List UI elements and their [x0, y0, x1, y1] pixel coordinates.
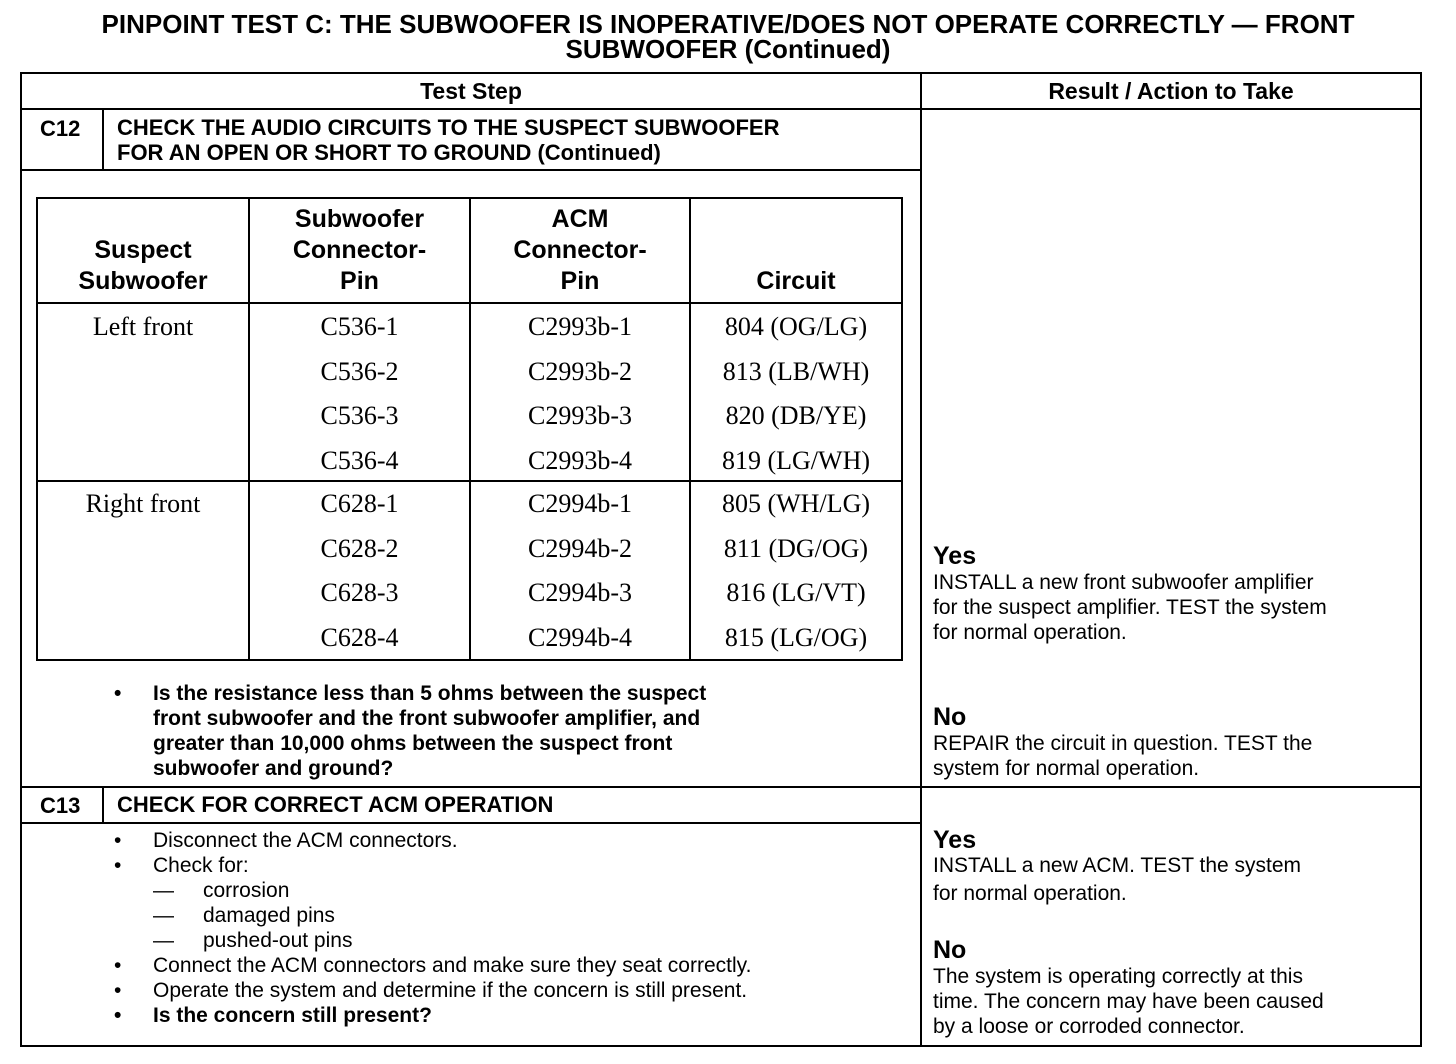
cell-acm-pin: C2994b-1: [528, 489, 632, 518]
bullet-icon: •: [114, 979, 122, 1002]
c12-id-divider: [102, 108, 104, 170]
cell-subwoofer-pin: C536-2: [320, 356, 399, 386]
col-acm-line2: Connector-: [513, 236, 647, 264]
cell-circuit: 820 (DB/YE): [725, 401, 867, 430]
cell-acm-pin: C2993b-1: [528, 312, 632, 341]
cell-acm-pin: C2993b-3: [528, 401, 632, 430]
c12-question-line4: subwoofer and ground?: [153, 757, 394, 780]
c13-sub-corrosion: corrosion: [203, 879, 290, 902]
c12-no-text: [933, 731, 1312, 781]
cell-circuit: 815 (LG/OG): [724, 622, 868, 652]
step-id-c12: C12: [40, 116, 81, 141]
col-circuit: Circuit: [756, 267, 836, 295]
c13-sub-pushed: pushed-out pins: [203, 929, 353, 952]
c13-question: Is the concern still present?: [153, 1004, 432, 1027]
cell-circuit: 804 (OG/LG): [724, 312, 868, 341]
cell-subwoofer-pin: C628-4: [320, 622, 399, 652]
page-subtitle: SUBWOOFER (Continued): [565, 34, 891, 64]
cell-subwoofer-pin: C536-4: [320, 445, 399, 475]
pin-table-group-divider: [36, 480, 903, 482]
col-sub-line1: Subwoofer: [294, 205, 425, 233]
c12-question-line1: Is the resistance less than 5 ohms between the suspect: [153, 682, 707, 705]
col-suspect-line1: Suspect: [94, 236, 192, 264]
bullet-icon: •: [114, 682, 122, 705]
cell-subwoofer-pin: C628-3: [320, 578, 399, 607]
cell-acm-pin: C2993b-2: [528, 356, 632, 386]
c12-yes-line1: INSTALL a new front subwoofer amplifier: [933, 571, 1314, 594]
dash-icon: —: [153, 929, 174, 952]
c12-yes-line2: for the suspect amplifier. TEST the system: [933, 596, 1327, 619]
col-acm-pin: [471, 204, 689, 297]
c12-title-divider: [20, 169, 922, 171]
cell-subwoofer-pin: C628-1: [320, 489, 399, 518]
bullet-icon: •: [114, 954, 122, 977]
col-sub-line3: Pin: [340, 267, 379, 295]
bullet-icon: •: [114, 854, 122, 877]
c12-yes-label: Yes: [933, 542, 977, 570]
bullet-icon: •: [114, 829, 122, 852]
col-acm-line1: ACM: [551, 205, 609, 233]
cell-subwoofer-pin: C628-2: [320, 533, 399, 563]
cell-subwoofer-pin: C536-3: [320, 401, 399, 430]
c12-no-line2: system for normal operation.: [933, 757, 1200, 780]
bullet-icon: •: [114, 1004, 122, 1027]
c12-question: [153, 681, 706, 781]
step-title-c13: CHECK FOR CORRECT ACM OPERATION: [117, 792, 554, 817]
group-label-right-front: Right front: [85, 489, 201, 518]
col-sub-line2: Connector-: [292, 236, 427, 264]
c13-step-operate: Operate the system and determine if the concern is still present.: [153, 979, 748, 1002]
c12-yes-line3: for normal operation.: [933, 621, 1127, 644]
cell-acm-pin: C2994b-2: [528, 533, 632, 563]
c13-no-label: No: [933, 936, 967, 964]
c13-yes-label: Yes: [933, 826, 977, 854]
cell-circuit: 811 (DG/OG): [723, 533, 869, 563]
cell-circuit: 813 (LB/WH): [722, 356, 870, 386]
header-divider: [20, 108, 1422, 110]
col-subwoofer-pin: [250, 204, 469, 297]
c13-no-line1: The system is operating correctly at this: [933, 965, 1303, 988]
c13-no-line3: by a loose or corroded connector.: [933, 1015, 1245, 1038]
c12-no-line1: REPAIR the circuit in question. TEST the: [933, 732, 1313, 755]
c13-id-divider: [102, 786, 104, 823]
c13-no-line2: time. The concern may have been caused: [933, 990, 1324, 1013]
cell-acm-pin: C2993b-4: [528, 445, 632, 475]
dash-icon: —: [153, 904, 174, 927]
dash-icon: —: [153, 879, 174, 902]
cell-circuit: 819 (LG/WH): [721, 445, 870, 475]
pin-table-header-divider: [36, 302, 903, 304]
page-title: PINPOINT TEST C: THE SUBWOOFER IS INOPERATIVE/DOES NOT OPERATE CORRECTLY — FRONT: [101, 9, 1355, 39]
step-id-c13: C13: [40, 793, 81, 818]
c13-title-divider: [20, 822, 922, 824]
c12-yes-text: [933, 570, 1327, 645]
group-label-left-front: Left front: [92, 312, 194, 341]
c12-no-label: No: [933, 703, 967, 731]
step-title-c12-line2: FOR AN OPEN OR SHORT TO GROUND (Continued): [117, 140, 661, 165]
col-acm-line3: Pin: [560, 267, 600, 295]
cell-acm-pin: C2994b-4: [528, 622, 632, 652]
header-test-step: Test Step: [420, 78, 522, 104]
c12-question-line3: greater than 10,000 ohms between the suspect front: [153, 732, 673, 755]
cell-acm-pin: C2994b-3: [528, 578, 632, 607]
col-suspect-line2: Subwoofer: [78, 267, 208, 295]
cell-subwoofer-pin: C536-1: [320, 312, 399, 341]
c12-c13-divider: [20, 786, 1422, 788]
c12-question-line2: front subwoofer and the front subwoofer amplifier, and: [153, 707, 701, 730]
c13-step-check: Check for:: [153, 854, 249, 877]
c13-yes-line1: INSTALL a new ACM. TEST the system: [933, 854, 1302, 877]
col-suspect-subwoofer: [38, 235, 248, 297]
c13-no-text: [933, 964, 1324, 1039]
c13-step-disconnect: Disconnect the ACM connectors.: [153, 829, 458, 852]
c13-yes-text: [933, 853, 1301, 906]
step-title-c12-line1: CHECK THE AUDIO CIRCUITS TO THE SUSPECT SUBWOOFER: [117, 115, 780, 140]
c13-step-connect: Connect the ACM connectors and make sure they seat correctly.: [153, 954, 752, 977]
c13-yes-line2: for normal operation.: [933, 882, 1127, 905]
cell-circuit: 805 (WH/LG): [721, 489, 870, 518]
column-divider: [920, 72, 922, 1047]
c13-sub-damaged: damaged pins: [203, 904, 335, 927]
cell-circuit: 816 (LG/VT): [726, 578, 866, 607]
header-result: Result / Action to Take: [1048, 78, 1294, 104]
